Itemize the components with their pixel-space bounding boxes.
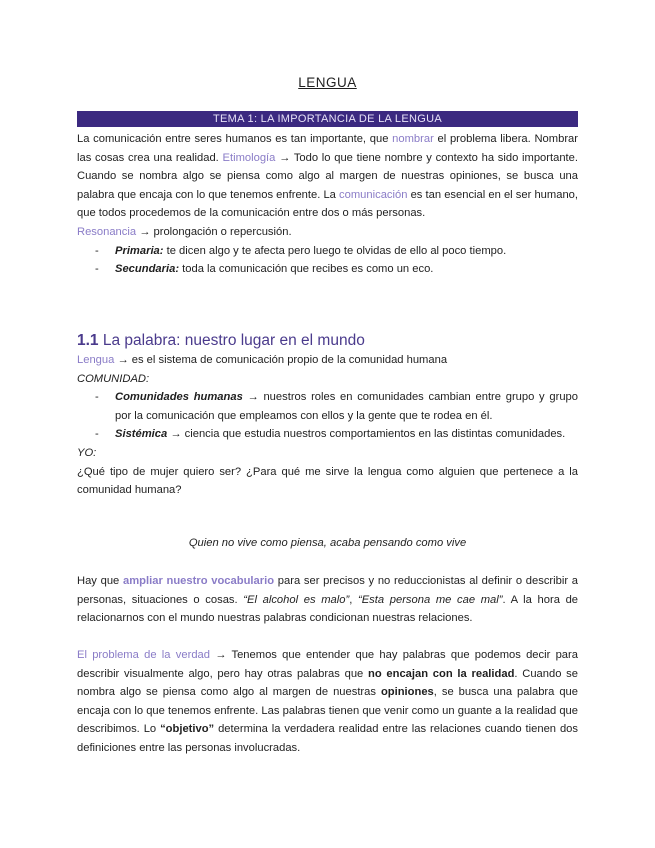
section-title: La palabra: nuestro lugar en el mundo bbox=[98, 332, 365, 349]
bullet-dash: - bbox=[95, 244, 99, 257]
keyword-verdad: El problema de la verdad bbox=[77, 649, 210, 661]
lengua-line bbox=[77, 351, 578, 370]
keyword-comunicacion: comunicación bbox=[339, 188, 408, 201]
keyword-resonancia: Resonancia bbox=[77, 225, 137, 238]
vocab-quote-2: “Esta persona me cae mal” bbox=[357, 593, 503, 606]
comunidad-label-text: COMUNIDAD: bbox=[77, 372, 150, 385]
verdad-text-3: , se busca una palabra que encaja con lo que tenemos enfrente. Las palabras tienen que venir como un guante a la realidad que describimos. Lo bbox=[77, 686, 578, 736]
intro-text-3: → Todo lo que tiene nombre y contexto ha sido importante. Cuando se nombra algo se piensa como algo al margen de nuestras opiniones, se busca una palabra que encaja con lo que tenemos enfrente. La bbox=[77, 151, 578, 201]
vocab-quote-1: “El alcohol es malo” bbox=[243, 593, 350, 606]
list-item-label: Comunidades humanas bbox=[115, 391, 243, 404]
verdad-text-4: determina la verdadera realidad entre las relaciones cuando tienen dos definiciones entre las personas involucradas. bbox=[77, 723, 578, 754]
list-item-label: Primaria: bbox=[115, 244, 164, 257]
bullet-dash: - bbox=[95, 263, 99, 276]
document-title: LENGUA bbox=[298, 75, 357, 90]
section-heading bbox=[77, 332, 578, 350]
verdad-text-1: → Tenemos que entender que hay palabras que podemos decir para describir visualmente algo, pero hay otras palabras que bbox=[77, 649, 578, 680]
intro-text-2: el problema libera. Nombrar las cosas crea una realidad. bbox=[77, 133, 578, 164]
list-item-text: → nuestros roles en comunidades cambian entre grupo y grupo por la comunicación que empleamos con ellos y la gente que te rodea en él. bbox=[115, 391, 578, 422]
bullet-dash: - bbox=[95, 391, 99, 404]
intro-paragraph bbox=[77, 130, 578, 223]
comunidad-label bbox=[77, 370, 578, 389]
resonancia-line bbox=[77, 223, 578, 242]
verdad-paragraph bbox=[77, 646, 578, 758]
verdad-bold-2: opiniones bbox=[380, 686, 434, 699]
list-item-label: Sistémica bbox=[115, 428, 168, 441]
list-item bbox=[77, 242, 578, 261]
keyword-nombrar: nombrar bbox=[392, 133, 434, 145]
list-item-text: toda la comunicación que recibes es como un eco. bbox=[179, 263, 434, 276]
verdad-bold-3: “objetivo” bbox=[160, 723, 215, 736]
keyword-vocabulario: ampliar nuestro vocabulario bbox=[123, 575, 275, 587]
resonancia-text: → prolongación o repercusión. bbox=[136, 225, 292, 238]
keyword-etimologia: Etimología bbox=[222, 151, 276, 164]
vocab-text-3: , bbox=[349, 593, 358, 606]
list-item-label: Secundaria: bbox=[115, 263, 180, 276]
quote: Quien no vive como piensa, acaba pensando como vive bbox=[188, 537, 467, 549]
verdad-bold-1: no encajan con la realidad bbox=[368, 667, 515, 680]
intro-text-4: es tan esencial en el ser humano, que todos procedemos de la comunicación entre dos o más personas. bbox=[77, 188, 578, 220]
list-item-text: te dicen algo y te afecta pero luego te olvidas de ello al poco tiempo. bbox=[163, 244, 507, 257]
keyword-lengua: Lengua bbox=[77, 354, 115, 366]
verdad-section bbox=[77, 646, 578, 758]
yo-label bbox=[77, 444, 578, 463]
verdad-text-2: . Cuando se nombra algo se piensa como algo al margen de nuestras bbox=[77, 667, 578, 699]
list-item bbox=[77, 260, 578, 279]
topic-banner: TEMA 1: LA IMPORTANCIA DE LA LENGUA bbox=[77, 111, 578, 127]
section-number: 1.1 bbox=[77, 332, 99, 349]
intro-text-1: La comunicación entre seres humanos es tan importante, que bbox=[77, 133, 393, 145]
list-item bbox=[77, 425, 578, 444]
intro-section bbox=[77, 130, 578, 279]
list-item-text: → ciencia que estudia nuestros comportamientos en las distintas comunidades. bbox=[167, 428, 566, 441]
yo-label-text: YO: bbox=[77, 446, 97, 459]
list-item bbox=[77, 388, 578, 425]
yo-question: ¿Qué tipo de mujer quiero ser? ¿Para qué me sirve la lengua como alguien que pertenece a la comunidad humana? bbox=[77, 465, 578, 497]
vocab-text-1: Hay que bbox=[77, 575, 123, 587]
lengua-text: → es el sistema de comunicación propio de la comunidad humana bbox=[114, 354, 448, 366]
vocab-paragraph bbox=[77, 572, 578, 628]
lengua-section bbox=[77, 351, 578, 500]
vocab-section bbox=[77, 572, 578, 628]
vocab-text-4: . A la hora de relacionarnos con el mundo nuestras palabras condicionan nuestras relaciones. bbox=[77, 593, 579, 625]
bullet-dash: - bbox=[95, 428, 99, 441]
vocab-text-2: para ser precisos y no reduccionistas al definir o describir a personas, situaciones o cosas. bbox=[77, 575, 578, 606]
